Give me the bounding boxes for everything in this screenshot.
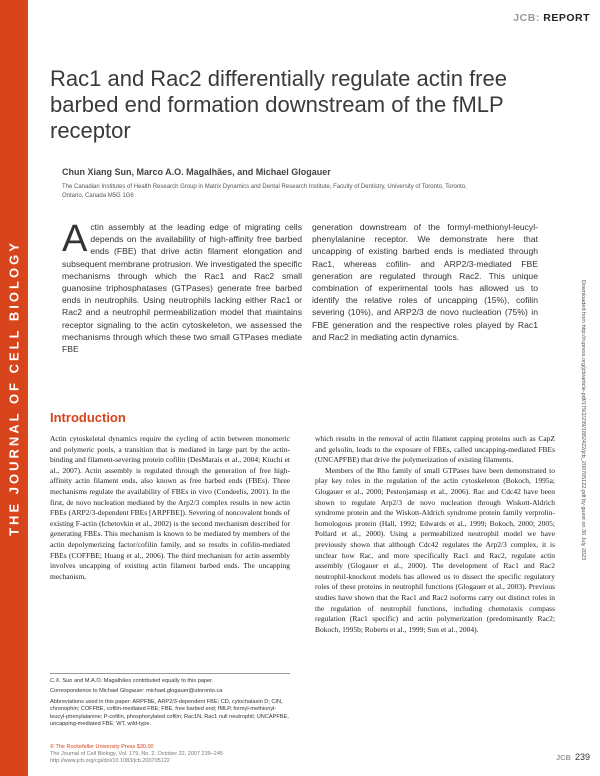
header-separator: :	[535, 12, 540, 24]
journal-sidebar-title: THE JOURNAL OF CELL BIOLOGY	[6, 240, 22, 536]
footer-copyright: © The Rockefeller University Press $30.00	[50, 744, 154, 750]
section-header	[513, 12, 590, 24]
footnote-divider	[50, 673, 290, 674]
abstract-left-column	[62, 218, 302, 355]
article-authors: Chun Xiang Sun, Marco A.O. Magalhães, and Michael Glogauer	[62, 167, 331, 177]
footnote-correspondence: Correspondence to Michael Glogauer: michael.glogauer@utoronto.ca	[50, 688, 223, 695]
footnotes	[50, 678, 290, 731]
footnote-abbreviations: Abbreviations used in this paper: ARPFBE, ARP2/3-dependent FBE; CD, cytochalasin D; CIN, chronophin; COFFBE, cofilin-mediated FBE; FBE, free barbed end; fMLP, formyl-methionyl-leucyl-phenylalanine; P-cofilin, phosphorylated cofilin; Rac1N, Rac1 null neutrophil; UNCAPFBE, uncapping-mediated FBE; WT, wild-type.	[50, 698, 289, 728]
header-journal-abbrev: JCB	[513, 12, 536, 24]
body-right-column	[315, 434, 555, 635]
intro-paragraph: Actin cytoskeletal dynamics require the cycling of actin between monomeric and polymeric pools, a transition that is mediated in large part by the actin-binding and filament-severing protein cofilin (DesMarais et al., 2004; Kiuchi et al., 2007). Actin assembly is regulated through the generation of free high-affinity actin filament ends, also known as free barbed ends (FBEs). Three mechanisms regulate the availability of FBEs in vivo (Condeelis, 2001). In the first, de novo nucleation mediated by the Arp2/3 complex results in new actin FBEs (ARP2/3-dependent FBEs [ARPFBE]). Severing of noncovalent bonds of existing F-actin (Ichetovkin et al., 2002) is the second mechanism described for generating FBEs. This mechanism is known to be mediated by members of the actin depolymerizing factor/cofilin family, and so results in cofilin-mediated FBEs (COFFBE; Huang et al., 2006). The third mechanism for actin assembly involves uncapping of existing actin filament barbed ends. The uncapping mechanism,	[50, 434, 290, 581]
body-left-column	[50, 434, 290, 582]
article-title: Rac1 and Rac2 differentially regulate actin free barbed end formation downstream of the fMLP receptor	[50, 66, 507, 143]
journal-sidebar	[0, 0, 28, 776]
abstract-drop-cap: A	[62, 218, 88, 260]
intro-paragraph-continued: which results in the removal of actin filament capping proteins such as CapZ and gelsolin, leads to the exposure of FBEs, called uncapping-mediated FBEs (UNCAPFBE) that drive the polymerization of existing filaments.	[315, 434, 555, 465]
abstract-right-column: generation downstream of the formyl-methionyl-leucyl-phenylalanine receptor. We demonstrate here that uncapping of existing barbed ends is mediated through Rac1, whereas cofilin- and ARP2/3-mediated FBE generation are regulated through Rac2. This unique combination of experimental tools has allowed us to identify the relative roles of uncapping (15%), cofilin severing (10%), and ARP2/3 de novo nucleation (75%) in FBE generation and the respective roles played by Rac1 and Rac2 in mediating actin dynamics.	[312, 222, 538, 342]
introduction-heading: Introduction	[50, 410, 126, 425]
download-watermark: Downloaded from http://rupress.org/jcb/article-pdf/179/2/239/1882422/jcb_200705122.pdf by guest on 30 July 2023	[580, 279, 586, 561]
footer-doi[interactable]: http://www.jcb.org/cgi/doi/10.1083/jcb.200705122	[50, 758, 170, 764]
rho-gtpase-paragraph: Members of the Rho family of small GTPases have been demonstrated to play key roles in the regulation of the actin cytoskeleton (Bokoch, 1995a; Glogauer et al., 2000; Pestonjamasp et al., 2006). Rac and Cdc42 have been shown to regulate Arp2/3 de novo nucleation through Wiskott-Aldrich syndrome protein and the Wiskott-Aldrich syndrome protein family verprolin-homologous protein (Hall, 1992; Edwards et al., 1999; Bokoch, 2000; 2005; Pollard et al., 2000). Using a permeabilized neutrophil model we have previously shown that although Cdc42 regulates the Arp2/3 complex, it is unclear how Rac, and more specifically Rac1 and Rac2, regulate actin assembly (Glogauer et al., 2000). The development of Rac1 and Rac2 neutrophil-knockout models has allowed us to dissect the specific regulatory roles of these proteins in neutrophil functions (Glogauer et al., 2003). Previous studies have shown that the Rac1 and Rac2 isoforms carry out distinct roles in the regulation of neutrophil functions, including chemotaxis compass regulation (Rac1 specific) and actin polymerization (predominantly Rac2; Bokoch, 1995b; Roberts et al., 1999; Sun et al., 2004).	[315, 465, 555, 634]
page-footer	[50, 744, 223, 765]
page-number: 239	[574, 752, 590, 762]
page-journal-label: JCB	[555, 753, 571, 762]
header-section-label: REPORT	[543, 12, 590, 24]
page-number-block	[556, 752, 590, 762]
footer-citation: The Journal of Cell Biology, Vol. 179, No. 2, October 22, 2007 239–245	[50, 751, 223, 757]
abstract-left-text: ctin assembly at the leading edge of migrating cells depends on the availability of high-affinity free barbed ends (FBE) that drive actin filament elongation and subsequent membrane protrusion. We investigated the specific mechanisms through which the Rac1 and Rac2 small guanosine triphosphatases (GTPases) generate free barbed ends in neutrophils. Using neutrophils lacking either Rac1 or Rac2 and a neutrophil permeabilization model that maintains receptor signaling to the actin cytoskeleton, we assessed the mechanisms through which these two small GTPases mediate FBE	[62, 222, 302, 355]
article-affiliation: The Canadian Institutes of Health Research Group in Matrix Dynamics and Dental Research Institute, Faculty of Dentistry, University of Toronto, Toronto, Ontario, Canada M5G 1G6	[62, 184, 467, 199]
footnote-contribution: C.X. Sun and M.A.O. Magalhães contributed equally to this paper.	[50, 678, 214, 684]
